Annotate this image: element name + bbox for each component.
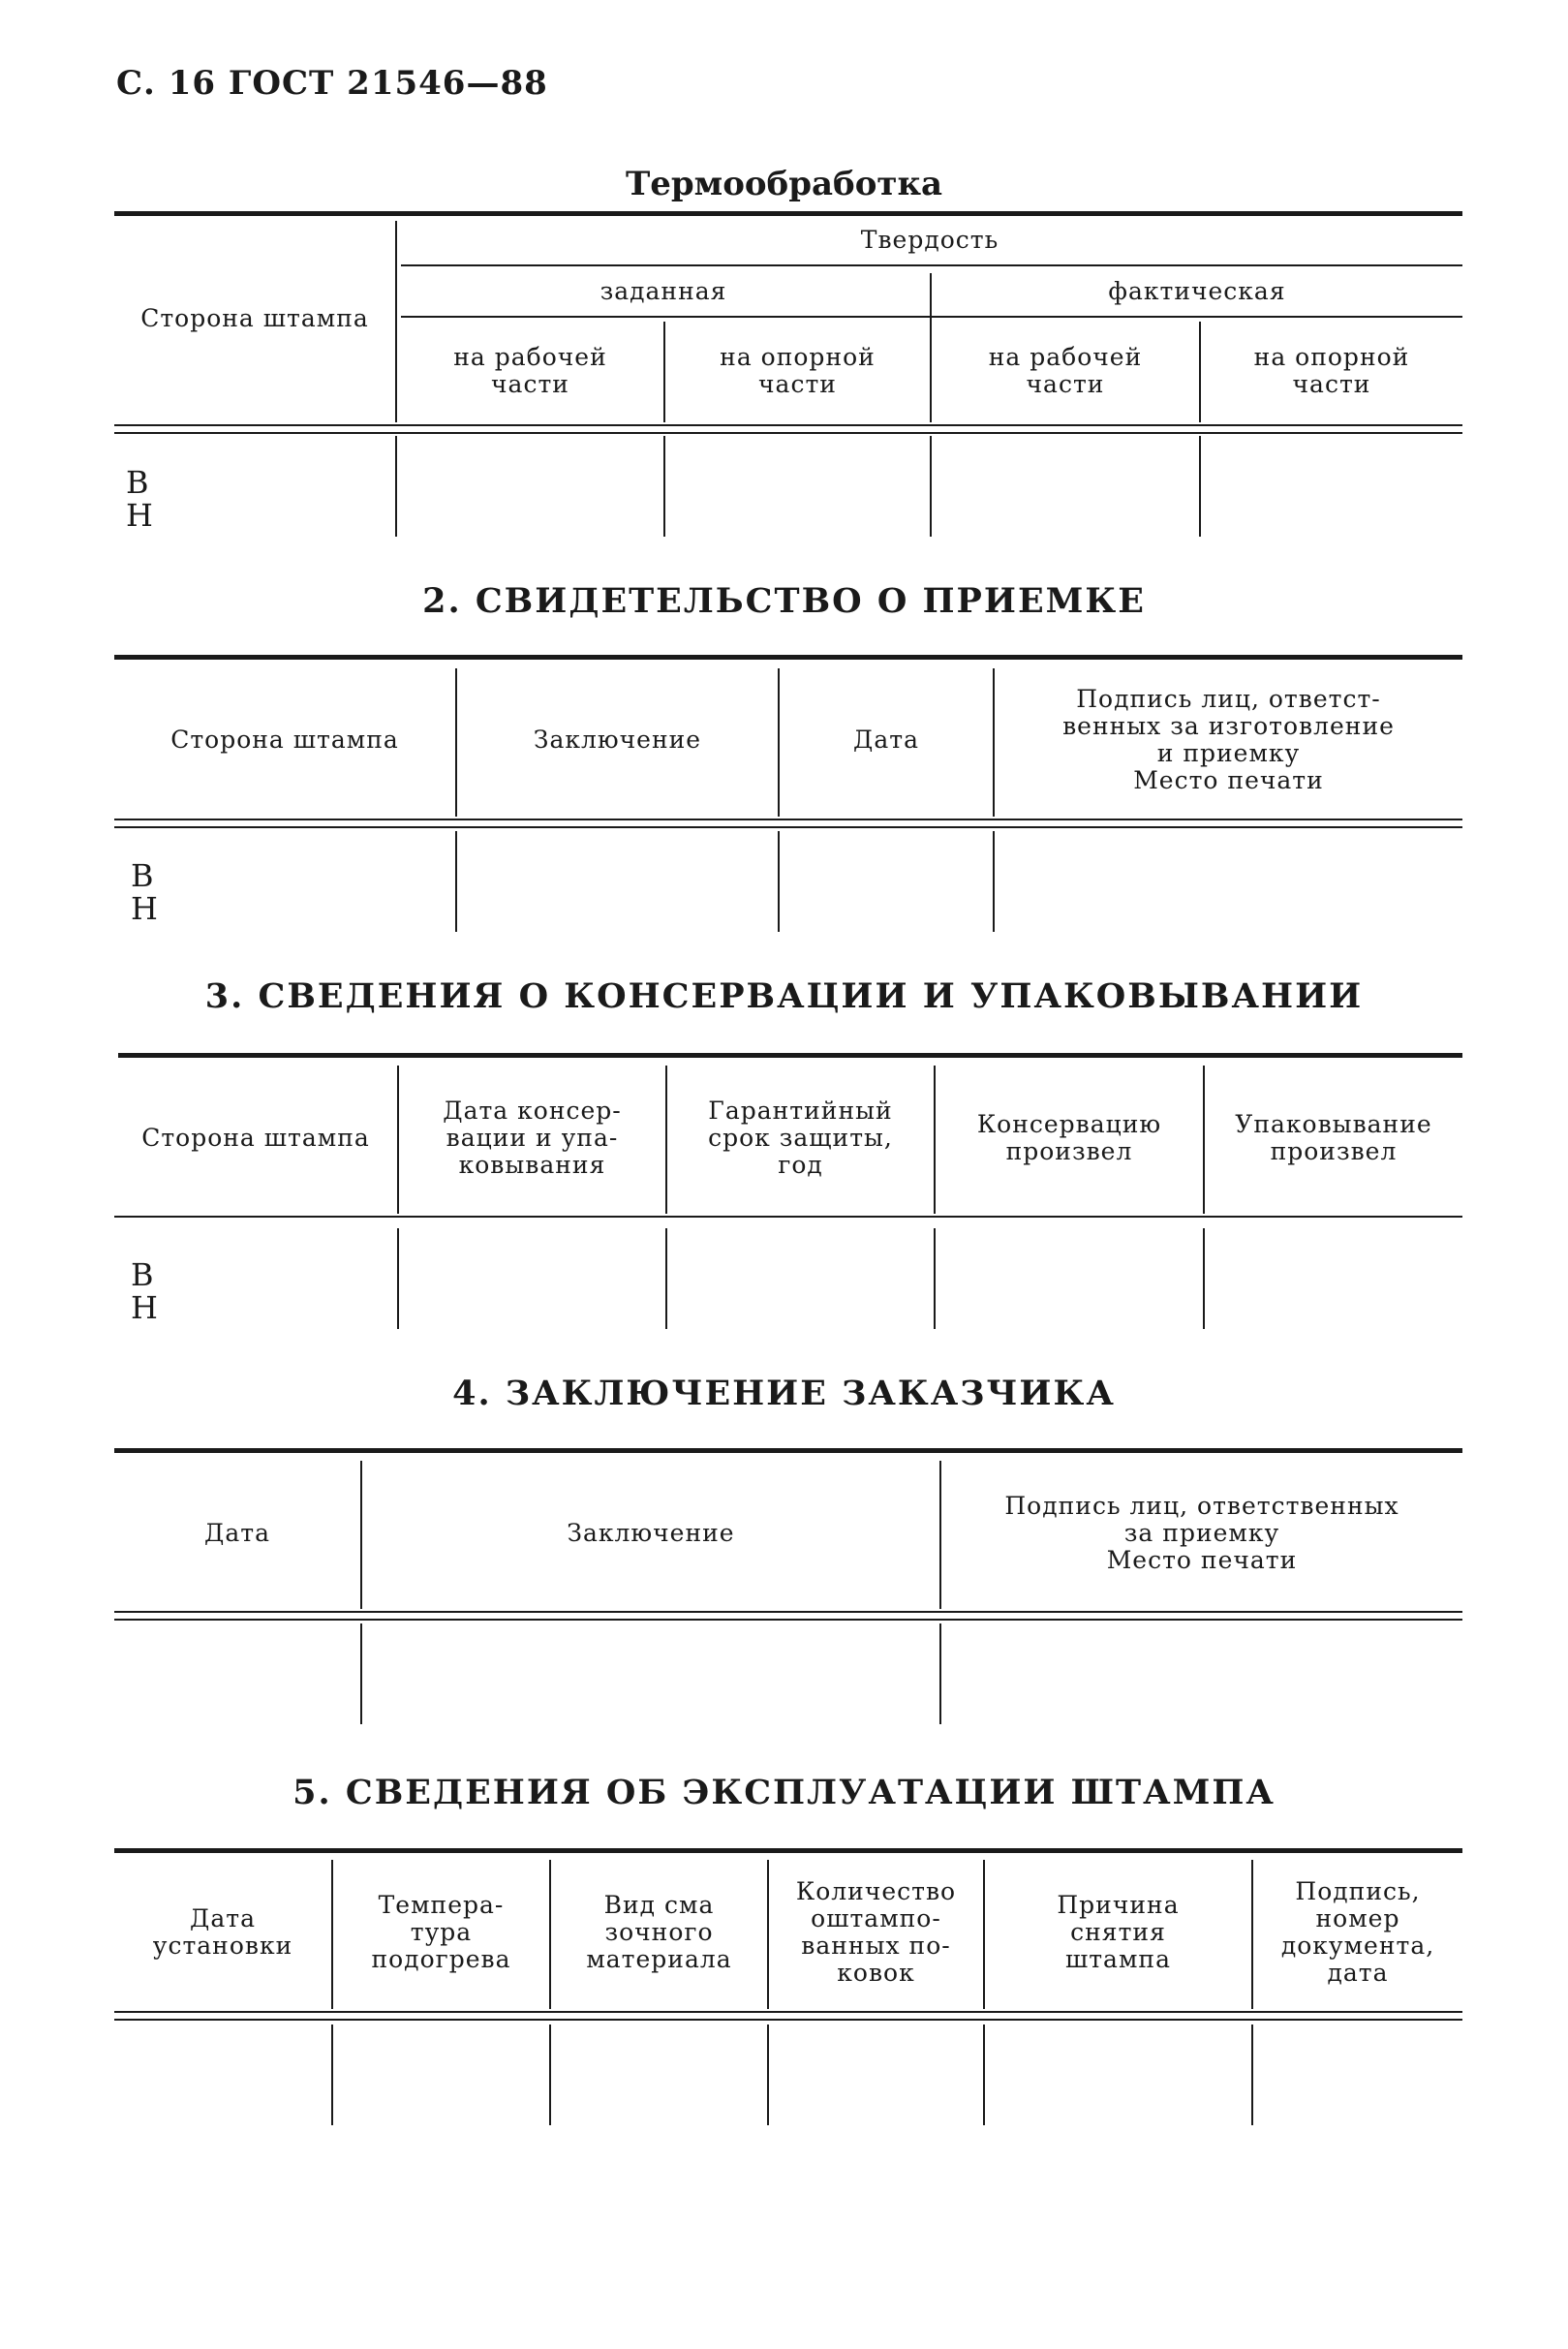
column-header-conserved-by: Консервацию произвел xyxy=(976,1110,1162,1165)
row-label-lower: Н xyxy=(131,890,158,927)
acceptance-title: 2. СВИДЕТЕЛЬСТВО О ПРИЕМКЕ xyxy=(422,581,1146,621)
column-header-stamp-side: Сторона штампа xyxy=(140,304,369,332)
column-header-actual: фактическая xyxy=(1108,277,1286,305)
row-label-upper: В xyxy=(131,857,154,894)
page-header: С. 16 ГОСТ 21546—88 xyxy=(116,64,548,103)
column-header-working-part: на рабочей части xyxy=(988,343,1143,398)
column-header-conclusion: Заключение xyxy=(567,1518,735,1547)
column-header-install-date: Дата установки xyxy=(152,1904,293,1960)
column-header-signature: Подпись лиц, ответственных за приемку Место печати xyxy=(1004,1491,1399,1574)
column-header-heating-temperature: Темпера- тура подогрева xyxy=(371,1891,511,1973)
column-header-warranty-period: Гарантийный срок защиты, год xyxy=(708,1097,893,1179)
column-header-removal-reason: Причина снятия штампа xyxy=(1057,1891,1180,1973)
column-header-date: Дата xyxy=(204,1518,270,1547)
heat-treatment-title: Термообработка xyxy=(625,165,943,203)
row-label-upper: В xyxy=(126,464,149,501)
column-header-signature: Подпись, номер документа, дата xyxy=(1280,1877,1435,1987)
column-header-date: Дата xyxy=(853,725,919,754)
column-header-signature: Подпись лиц, ответст- венных за изготовление и приемку Место печати xyxy=(1062,684,1395,794)
column-header-conservation-date: Дата консер- вации и упа- ковывания xyxy=(443,1097,622,1179)
column-header-conclusion: Заключение xyxy=(533,725,702,754)
column-header-stamp-side: Сторона штампа xyxy=(170,725,399,754)
column-header-hardness: Твердость xyxy=(860,225,999,254)
column-header-packed-by: Упаковывание произвел xyxy=(1235,1110,1432,1165)
row-label-lower: Н xyxy=(131,1289,158,1326)
conservation-title: 3. СВЕДЕНИЯ О КОНСЕРВАЦИИ И УПАКОВЫВАНИИ xyxy=(204,976,1364,1016)
column-header-support-part: на опорной части xyxy=(720,343,876,398)
customer-conclusion-title: 4. ЗАКЛЮЧЕНИЕ ЗАКАЗЧИКА xyxy=(452,1374,1116,1413)
row-label-lower: Н xyxy=(126,497,153,534)
row-label-upper: В xyxy=(131,1256,154,1293)
column-header-specified: заданная xyxy=(600,277,727,305)
column-header-stamp-side: Сторона штампа xyxy=(141,1124,370,1152)
column-header-forgings-count: Количество оштампо- ванных по- ковок xyxy=(795,1877,957,1987)
operation-title: 5. СВЕДЕНИЯ ОБ ЭКСПЛУАТАЦИИ ШТАМПА xyxy=(292,1773,1276,1812)
column-header-lubricant-type: Вид сма зочного материала xyxy=(586,1891,732,1973)
column-header-working-part: на рабочей части xyxy=(453,343,607,398)
column-header-support-part: на опорной части xyxy=(1253,343,1410,398)
